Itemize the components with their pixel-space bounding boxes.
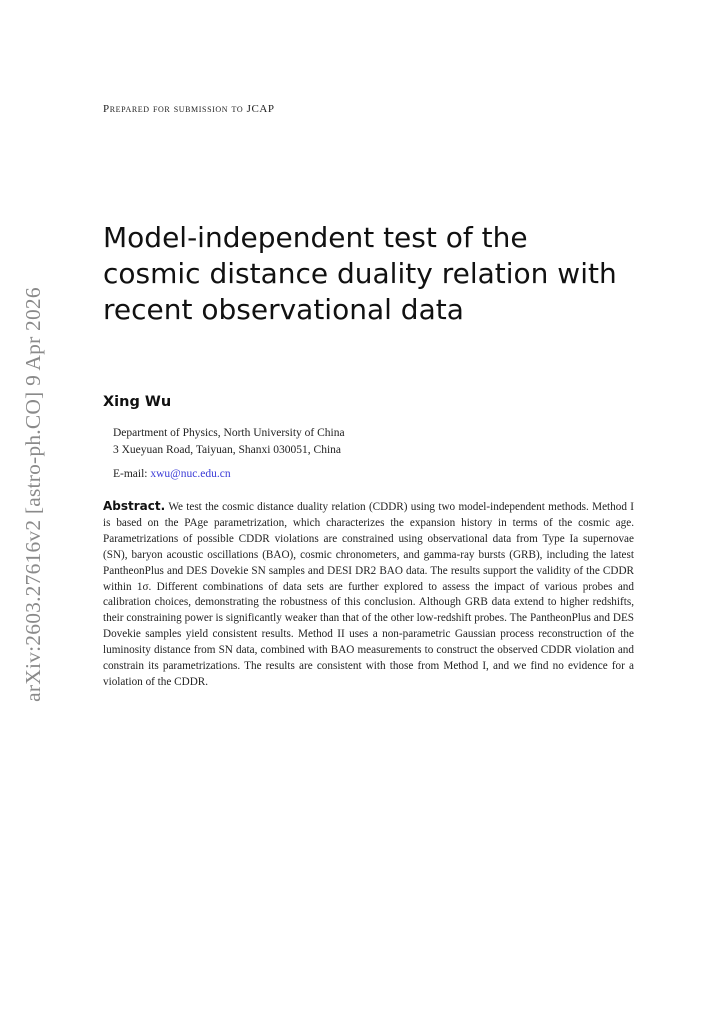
arxiv-identifier-text: arXiv:2603.27616v2 [astro-ph.CO] 9 Apr 2026 — [20, 287, 45, 702]
email-label: E-mail: — [113, 468, 148, 480]
paper-title: Model-independent test of the cosmic distance duality relation with recent observational data — [103, 221, 617, 326]
affiliation-department: Department of Physics, North University of China — [113, 427, 345, 439]
email-link[interactable]: xwu@nuc.edu.cn — [150, 468, 231, 480]
submission-note: Prepared for submission to JCAP — [103, 103, 275, 115]
abstract-label: Abstract. — [103, 499, 166, 513]
abstract — [103, 499, 634, 691]
email-line — [113, 468, 231, 480]
abstract-text: We test the cosmic distance duality relation (CDDR) using two model-independent methods. Method I is based on the PAge parametrization, which characterizes the expansion history in terms of the cosmic age. Parametrizations of possible CDDR violations are constrained using observational data from Type Ia supernovae (SN), baryon acoustic oscillations (BAO), cosmic chronometers, and gamma-ray bursts (GRB), including the latest PantheonPlus and DES Dovekie SN samples and DESI DR2 BAO data. The results support the validity of the CDDR within 1σ. Different combinations of data sets are further explored to assess the impact of various probes and calibration choices, demonstrating the robustness of this conclusion. Although GRB data extend to higher redshifts, their constraining power is significantly weaker than that of the other low-redshift probes. The PantheonPlus and DES Dovekie samples yield consistent results. Method II uses a non-parametric Gaussian process reconstruction of the luminosity distance from SN data, combined with BAO measurements to construct the observed CDDR violation and constrain its parametrizations. The results are consistent with those from Method I, and we find no evidence for a violation of the CDDR. — [103, 501, 634, 688]
affiliation-address: 3 Xueyuan Road, Taiyuan, Shanxi 030051, China — [113, 444, 341, 456]
arxiv-identifier-stamp — [13, 272, 53, 717]
affiliation — [113, 425, 533, 459]
author-name: Xing Wu — [103, 394, 172, 410]
